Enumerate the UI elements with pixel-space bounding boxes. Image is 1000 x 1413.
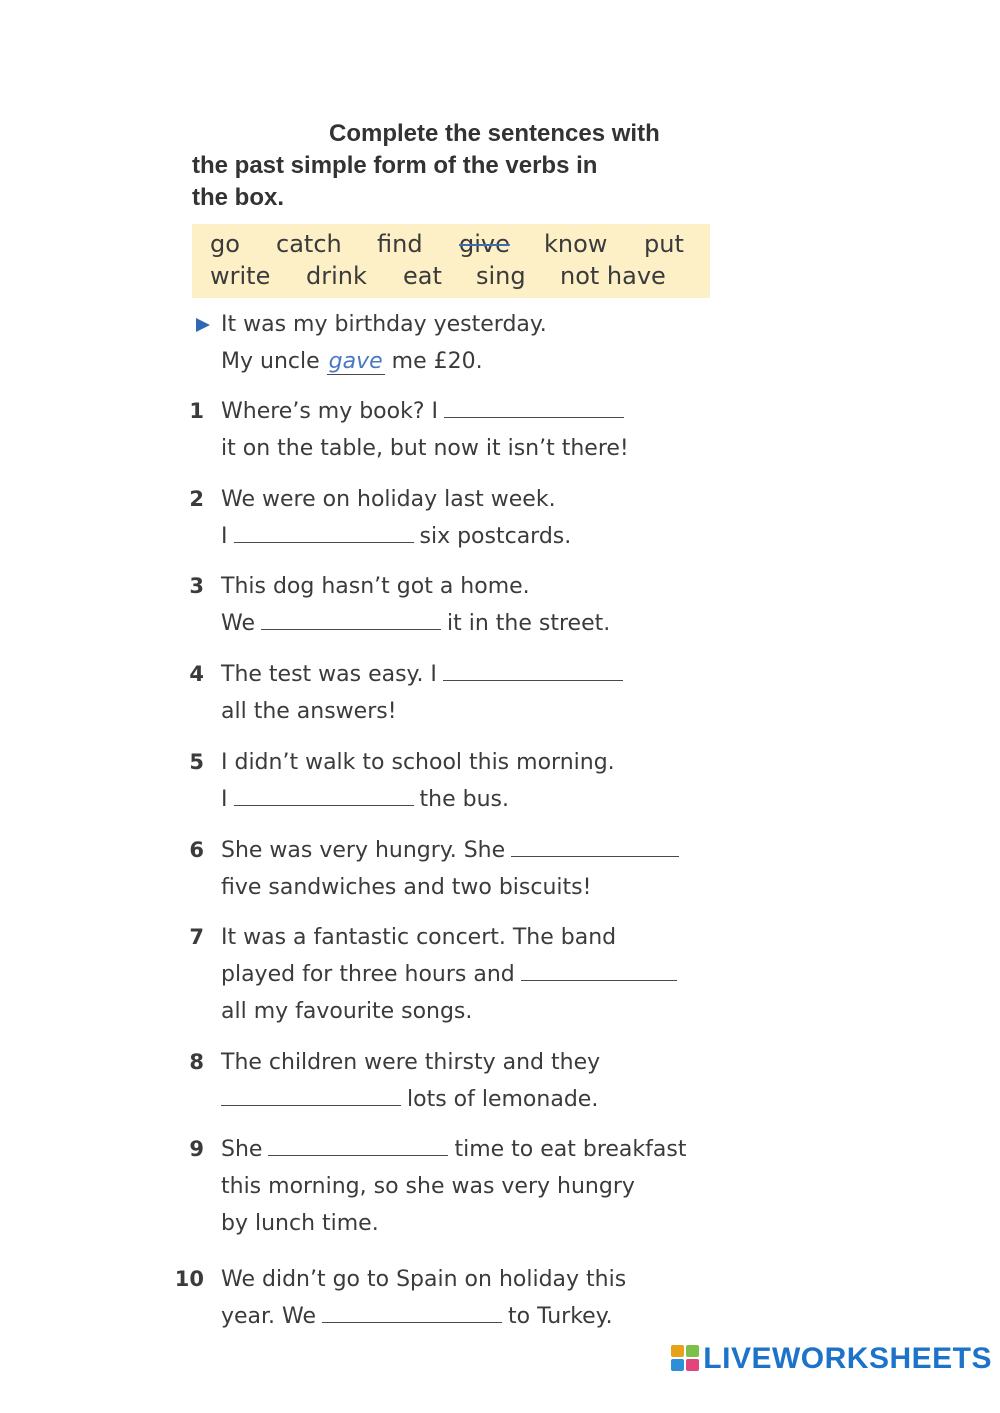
instructions-line-1: Complete the sentences with <box>329 120 660 147</box>
word-write: write <box>210 262 271 290</box>
answer-blank-9[interactable] <box>268 1137 448 1156</box>
item-9-line-3: by lunch time. <box>221 1211 379 1236</box>
answer-blank-5[interactable] <box>234 787 414 806</box>
answer-blank-3[interactable] <box>261 611 441 630</box>
word-go: go <box>210 230 240 258</box>
item-7-line-3: all my favourite songs. <box>221 999 473 1024</box>
item-number: 3 <box>189 574 204 598</box>
word-find: find <box>377 230 423 258</box>
answer-blank-7[interactable] <box>521 962 677 981</box>
answer-blank-8[interactable] <box>221 1087 401 1106</box>
item-5-line-2: I the bus. <box>221 787 509 812</box>
item-4-line-2: all the answers! <box>221 699 397 724</box>
word-catch: catch <box>276 230 342 258</box>
answer-blank-6[interactable] <box>511 838 679 857</box>
item-number: 9 <box>189 1137 204 1161</box>
word-drink: drink <box>306 262 367 290</box>
word-box-row-1 <box>210 230 684 258</box>
liveworksheets-logo[interactable] <box>671 1342 992 1376</box>
word-not-have: not have <box>560 262 666 290</box>
item-8-line-1: The children were thirsty and they <box>221 1050 601 1075</box>
item-number: 2 <box>189 487 204 511</box>
logo-text: LIVEWORKSHEETS <box>703 1342 992 1375</box>
item-6-line-2: five sandwiches and two biscuits! <box>221 875 592 900</box>
item-6-line-1: She was very hungry. She <box>221 836 685 866</box>
item-number: 4 <box>189 662 204 686</box>
word-give-crossed-out: give <box>459 230 510 258</box>
logo-square-4 <box>686 1359 699 1371</box>
item-number: 6 <box>189 838 204 862</box>
instructions <box>192 118 732 214</box>
item-3-line-2: We it in the street. <box>221 611 611 636</box>
item-number: 1 <box>189 399 204 423</box>
example-line-2: My uncle gave me £20. <box>221 349 483 374</box>
instructions-line-2: the past simple form of the verbs in <box>192 152 598 179</box>
answer-blank-2[interactable] <box>234 524 414 543</box>
item-10-line-1: We didn’t go to Spain on holiday this <box>221 1267 627 1292</box>
item-number: 10 <box>174 1267 204 1291</box>
item-7-line-1: It was a fantastic concert. The band <box>221 925 617 950</box>
item-number: 5 <box>189 750 204 774</box>
item-7-line-2: played for three hours and <box>221 960 683 990</box>
item-2-line-2: I six postcards. <box>221 524 572 549</box>
instructions-line-3: the box. <box>192 184 285 211</box>
item-3-line-1: This dog hasn’t got a home. <box>221 574 530 599</box>
example-arrow-icon <box>196 318 210 332</box>
word-box-row-2 <box>210 262 666 290</box>
word-box <box>192 224 710 298</box>
item-1-line-2: it on the table, but now it isn’t there! <box>221 436 629 461</box>
item-9-line-2: this morning, so she was very hungry <box>221 1174 635 1199</box>
liveworksheets-logo-icon <box>671 1345 701 1373</box>
item-9-line-1: She time to eat breakfast <box>221 1137 687 1162</box>
word-know: know <box>544 230 608 258</box>
answer-blank-4[interactable] <box>443 662 623 681</box>
word-sing: sing <box>476 262 526 290</box>
item-number: 7 <box>189 925 204 949</box>
answer-blank-10[interactable] <box>322 1304 502 1323</box>
example-line-1: It was my birthday yesterday. <box>221 312 547 337</box>
item-5-line-1: I didn’t walk to school this morning. <box>221 750 615 775</box>
logo-square-3 <box>671 1359 684 1371</box>
item-number: 8 <box>189 1050 204 1074</box>
logo-square-1 <box>671 1345 684 1357</box>
item-2-line-1: We were on holiday last week. <box>221 487 556 512</box>
word-put: put <box>644 230 684 258</box>
item-4-line-1: The test was easy. I <box>221 660 629 690</box>
item-10-line-2: year. We to Turkey. <box>221 1304 613 1329</box>
item-8-line-2: lots of lemonade. <box>215 1085 598 1115</box>
word-eat: eat <box>403 262 442 290</box>
answer-blank-1[interactable] <box>444 399 624 418</box>
item-1-line-1: Where’s my book? I <box>221 397 630 427</box>
example-answer: gave <box>328 349 383 374</box>
logo-square-2 <box>686 1345 699 1357</box>
